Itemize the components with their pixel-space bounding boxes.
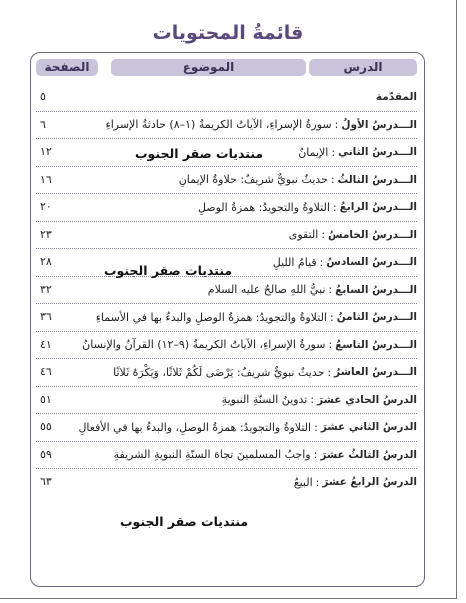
page-number: ١٦ bbox=[40, 172, 52, 186]
contents-row[interactable] bbox=[36, 277, 417, 305]
contents-row[interactable] bbox=[36, 167, 417, 195]
contents-row[interactable] bbox=[36, 359, 417, 387]
separator: : bbox=[314, 420, 318, 434]
separator: : bbox=[330, 173, 335, 187]
page-number: ٢٠ bbox=[40, 200, 52, 213]
header-topic: الموضوع bbox=[111, 59, 306, 76]
lesson-topic: التلاوةُ والتجويدُ: همزةُ الوصلِ، والبدءُ بها في الأفعالِ bbox=[78, 420, 312, 434]
separator: : bbox=[332, 200, 337, 214]
page-number: ٦٣ bbox=[40, 475, 52, 488]
table-header bbox=[0, 59, 456, 76]
contents-row[interactable] bbox=[36, 387, 417, 415]
page-number: ٥١ bbox=[40, 392, 52, 406]
page-number: ٥٩ bbox=[40, 447, 52, 461]
lesson-label: الـــدرسُ الرابعُ bbox=[339, 201, 417, 214]
contents-row[interactable] bbox=[36, 84, 417, 112]
lesson-label: الـــدرسُ العاشرُ bbox=[334, 366, 417, 379]
lesson-topic: قيامُ الليلِ bbox=[272, 255, 317, 269]
lesson-topic: الإيمانُ bbox=[298, 145, 329, 159]
lesson-topic: حديثٌ نبويٌّ شريفٌ: يَرْضَى لَكُمْ ثَلاثًا، وَيَكْرَهُ ثَلاثًا bbox=[113, 365, 325, 379]
lesson-topic: التلاوةُ والتجويدُ: همزةُ الوصلِ bbox=[197, 200, 330, 214]
contents-row[interactable] bbox=[36, 332, 417, 360]
lesson-label: الـــدرسُ السابعُ bbox=[335, 283, 417, 296]
page-number: ٥ bbox=[40, 90, 46, 103]
header-page: الصفحة bbox=[36, 59, 98, 76]
forum-watermark: منتديات صقر الجنوب bbox=[120, 514, 249, 529]
lesson-topic: حديثٌ نبويٌّ شريفٌ: حلاوةُ الإيمانِ bbox=[178, 173, 328, 187]
lesson-topic: واجبُ المسلمينَ تجاهَ السنّةِ النبويةِ الشريفةِ bbox=[113, 448, 311, 462]
forum-watermark: منتديات صقر الجنوب bbox=[104, 263, 233, 278]
separator: : bbox=[319, 255, 324, 269]
separator: : bbox=[313, 448, 318, 462]
page-number: ٥٥ bbox=[40, 420, 52, 433]
lesson-label: الدرسُ الثالثُ عشرَ bbox=[320, 448, 417, 461]
forum-watermark: منتديات صقر الجنوب bbox=[135, 146, 264, 161]
contents-row[interactable] bbox=[36, 414, 417, 442]
lesson-topic: سورةُ الإسراءِ، الآياتُ الكريمةُ (١–٨) حادثةُ الإسراءِ bbox=[105, 118, 332, 132]
page-number: ٤٦ bbox=[40, 365, 52, 378]
lesson-topic: سورةُ الإسراءِ، الآياتُ الكريمةُ (٩–١٢) القرآنُ والإنسانُ bbox=[82, 338, 326, 352]
contents-row[interactable] bbox=[36, 304, 417, 332]
lesson-label: الـــدرسُ الأولُ bbox=[341, 118, 417, 131]
separator: : bbox=[331, 145, 336, 159]
page-number: ٣٦ bbox=[40, 310, 52, 323]
separator: : bbox=[328, 338, 333, 352]
lesson-topic: تدوينُ السنّةِ النبويةِ bbox=[221, 393, 308, 407]
header-lesson: الدرس bbox=[309, 59, 417, 76]
separator: : bbox=[334, 118, 339, 132]
page-number: ٢٣ bbox=[40, 227, 52, 241]
page-number: ٢٨ bbox=[40, 255, 52, 268]
separator: : bbox=[329, 310, 334, 324]
lesson-topic: التلاوةُ والتجويدُ: همزةُ الوصلِ والبدءُ بها في الأسماءِ bbox=[95, 310, 327, 324]
lesson-label: الـــدرسُ الثامنُ bbox=[336, 311, 417, 324]
page-number: ١٢ bbox=[40, 145, 52, 158]
contents-row[interactable] bbox=[36, 469, 417, 496]
lesson-topic: البيعُ bbox=[293, 475, 313, 489]
lesson-label: المقدّمة bbox=[375, 91, 417, 104]
lesson-label: الدرسُ الثاني عشرَ bbox=[320, 421, 417, 434]
lesson-label: الدرسُ الحادي عشرَ bbox=[317, 393, 417, 406]
separator: : bbox=[328, 283, 333, 297]
lesson-label: الـــدرسُ الثاني bbox=[338, 146, 417, 159]
separator: : bbox=[315, 475, 320, 489]
contents-row[interactable] bbox=[36, 222, 417, 250]
page-number: ٦ bbox=[40, 117, 46, 131]
lesson-label: الـــدرسُ السادسُ bbox=[326, 256, 417, 269]
lesson-label: الـــدرسُ التاسعُ bbox=[335, 338, 417, 351]
separator: : bbox=[310, 393, 315, 407]
page-number: ٣٢ bbox=[40, 282, 52, 296]
contents-row[interactable] bbox=[36, 442, 417, 470]
page-number: ٤١ bbox=[40, 337, 52, 351]
page-title: قائمةُ المحتويات bbox=[152, 22, 304, 44]
contents-row[interactable] bbox=[36, 194, 417, 222]
separator: : bbox=[327, 365, 332, 379]
lesson-label: الـــدرسُ الخامسُ bbox=[328, 228, 417, 241]
lesson-topic: التقوى bbox=[288, 228, 319, 242]
contents-row[interactable] bbox=[36, 112, 417, 140]
lesson-label: الدرسُ الرابعُ عشرَ bbox=[322, 476, 417, 489]
separator: : bbox=[321, 228, 326, 242]
lesson-topic: نبيُّ اللهِ صالحٌ عليه السلام bbox=[207, 283, 326, 297]
lesson-label: الـــدرسُ الثالثُ bbox=[337, 173, 417, 186]
